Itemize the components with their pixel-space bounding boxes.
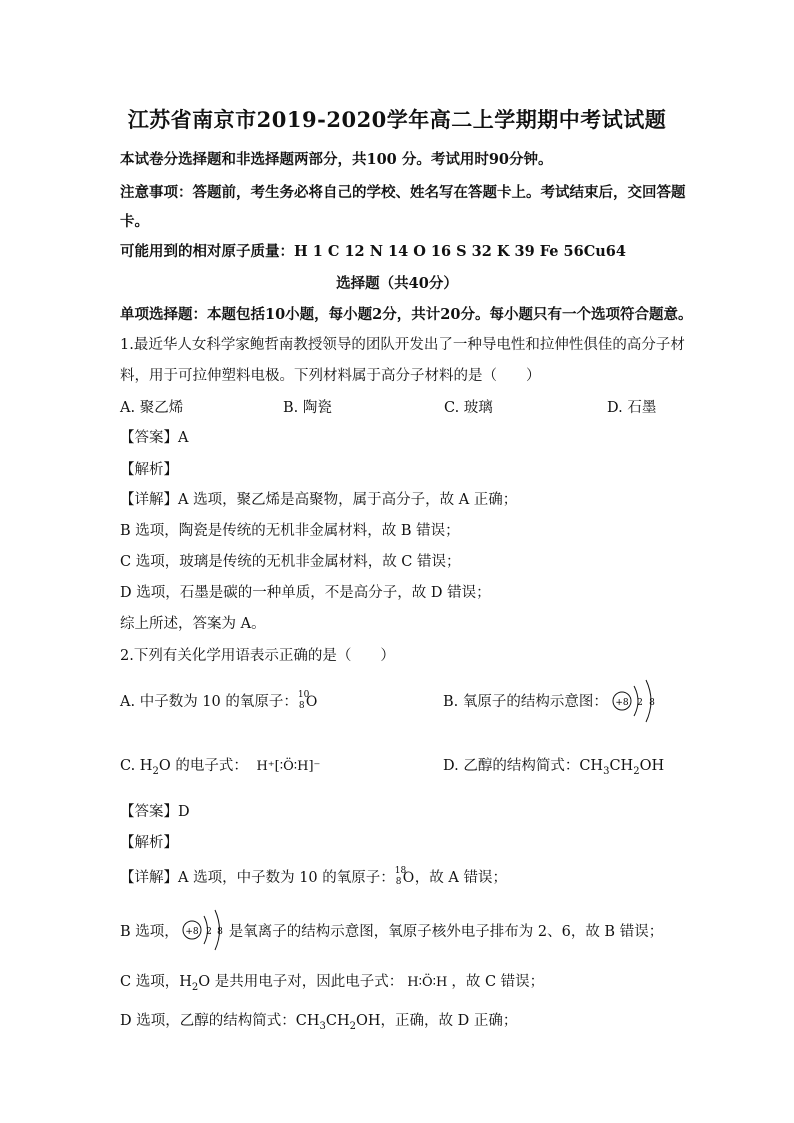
nucleus-charge: +8: [185, 927, 199, 937]
q1-option-a: A. 聚乙烯: [120, 400, 184, 416]
q2-option-a: [120, 690, 318, 712]
oxygen-ion-structure-diagram: [180, 908, 234, 952]
formula-part: CH: [609, 758, 634, 774]
subscript: 3: [319, 1020, 326, 1032]
formula-part: OH: [355, 1013, 381, 1029]
element-symbol: O: [305, 694, 318, 710]
mass-number: 10: [297, 690, 310, 700]
q2-detail-d: [120, 1009, 517, 1032]
q2-option-a-text: A. 中子数为 10 的氧原子：: [120, 694, 298, 710]
intro-line-3: 卡。: [120, 213, 149, 230]
q2-detail-d-text: D 选项，乙醇的结构简式：CH: [120, 1013, 320, 1029]
isotope-symbol: [395, 868, 415, 888]
subscript: 2: [191, 981, 199, 993]
q2-detail-a: [120, 866, 507, 888]
q2-detail-a-text: 【详解】A 选项，中子数为 10 的氧原子：: [120, 870, 395, 886]
q1-detail-1: 【详解】A 选项，聚乙烯是高聚物，属于高分子，故 A 正确；: [120, 492, 518, 508]
q2-option-b-text: B. 氧原子的结构示意图：: [443, 694, 608, 710]
q1-stem-line-1: 1.最近华人女科学家鲍哲南教授领导的团队开发出了一种导电性和拉伸性俱佳的高分子材: [120, 337, 685, 353]
subscript: 3: [603, 765, 610, 777]
q1-answer: 【答案】A: [120, 430, 189, 446]
q1-detail-4: D 选项，石墨是碳的一种单质，不是高分子，故 D 错误；: [120, 585, 491, 601]
q2-analysis-label: 【解析】: [120, 835, 178, 851]
q1-detail-5: 综上所述，答案为 A。: [120, 616, 266, 632]
atomic-mass-line: 可能用到的相对原子质量：H 1 C 12 N 14 O 16 S 32 K 39 Fe 56Cu64: [120, 243, 626, 260]
q2-option-d-text: D. 乙醇的结构简式：CH: [443, 758, 604, 774]
electron-formula-correct: H∶Ö∶H: [407, 975, 448, 990]
shell-1-count: 2: [637, 698, 643, 708]
q1-option-c: C. 玻璃: [444, 400, 493, 416]
intro-line-1: 本试卷分选择题和非选择题两部分，共100 分。考试用时90分钟。: [120, 151, 553, 168]
q2-detail-d-suffix: ，正确，故 D 正确；: [380, 1013, 518, 1029]
q2-option-c-text: C. H: [120, 758, 153, 774]
q2-answer: 【答案】D: [120, 804, 190, 820]
formula-part: OH: [639, 758, 665, 774]
q2-option-d: [443, 754, 664, 777]
subscript: 2: [633, 765, 640, 777]
q2-stem: 2.下列有关化学用语表示正确的是（ ）: [120, 648, 395, 664]
q1-detail-2: B 选项，陶瓷是传统的无机非金属材料，故 B 错误；: [120, 523, 460, 539]
shell-2-count: 8: [649, 698, 655, 708]
q2-detail-a-suffix: ，故 A 错误；: [414, 870, 507, 886]
q2-detail-c-text: C 选项，H: [120, 974, 192, 990]
q2-detail-c: [120, 970, 544, 993]
q1-detail-3: C 选项，玻璃是传统的无机非金属材料，故 C 错误；: [120, 554, 461, 570]
mass-number: 18: [394, 866, 407, 876]
page-title: 江苏省南京市2019-2020学年高二上学期期中考试试题: [127, 107, 667, 132]
q1-stem-line-2: 料，用于可拉伸塑料电极。下列材料属于高分子材料的是（ ）: [120, 368, 541, 384]
formula-part: CH: [325, 1013, 350, 1029]
section-instruction: 单项选择题：本题包括10小题，每小题2分，共计20分。每小题只有一个选项符合题意。: [120, 306, 693, 323]
intro-line-2: 注意事项：答题前，考生务必将自己的学校、姓名写在答题卡上。考试结束后，交回答题: [120, 184, 686, 201]
q2-detail-c-suffix: ，故 C 错误；: [451, 974, 545, 990]
q2-option-c-suffix: O 的电子式：: [158, 758, 248, 774]
oxygen-structure-diagram: [610, 678, 666, 724]
element-symbol: O: [402, 870, 415, 886]
subscript: 2: [152, 765, 159, 777]
atomic-number: 8: [298, 701, 305, 711]
q1-analysis-label: 【解析】: [120, 462, 178, 478]
isotope-symbol: [298, 692, 318, 712]
q2-detail-b-text: B 选项，: [120, 924, 179, 940]
subscript: 2: [349, 1020, 356, 1032]
shell-1-count: 2: [206, 927, 212, 937]
section-heading: 选择题（共40分）: [336, 275, 458, 292]
q2-option-c: [120, 754, 320, 777]
q1-option-b: B. 陶瓷: [283, 400, 332, 416]
q2-detail-b-suffix: 是氧离子的结构示意图，氧原子核外电子排布为 2、6，故 B 错误；: [228, 924, 664, 940]
q2-option-b: [443, 690, 608, 711]
atomic-number: 8: [395, 877, 402, 887]
electron-formula-wrong: H⁺[∶Ö∶H]⁻: [256, 759, 321, 774]
q2-detail-c-mid: O 是共用电子对，因此电子式：: [198, 974, 404, 990]
nucleus-charge: +8: [615, 698, 629, 708]
shell-2-count: 8: [217, 927, 223, 937]
q1-option-d: D. 石墨: [607, 400, 657, 416]
